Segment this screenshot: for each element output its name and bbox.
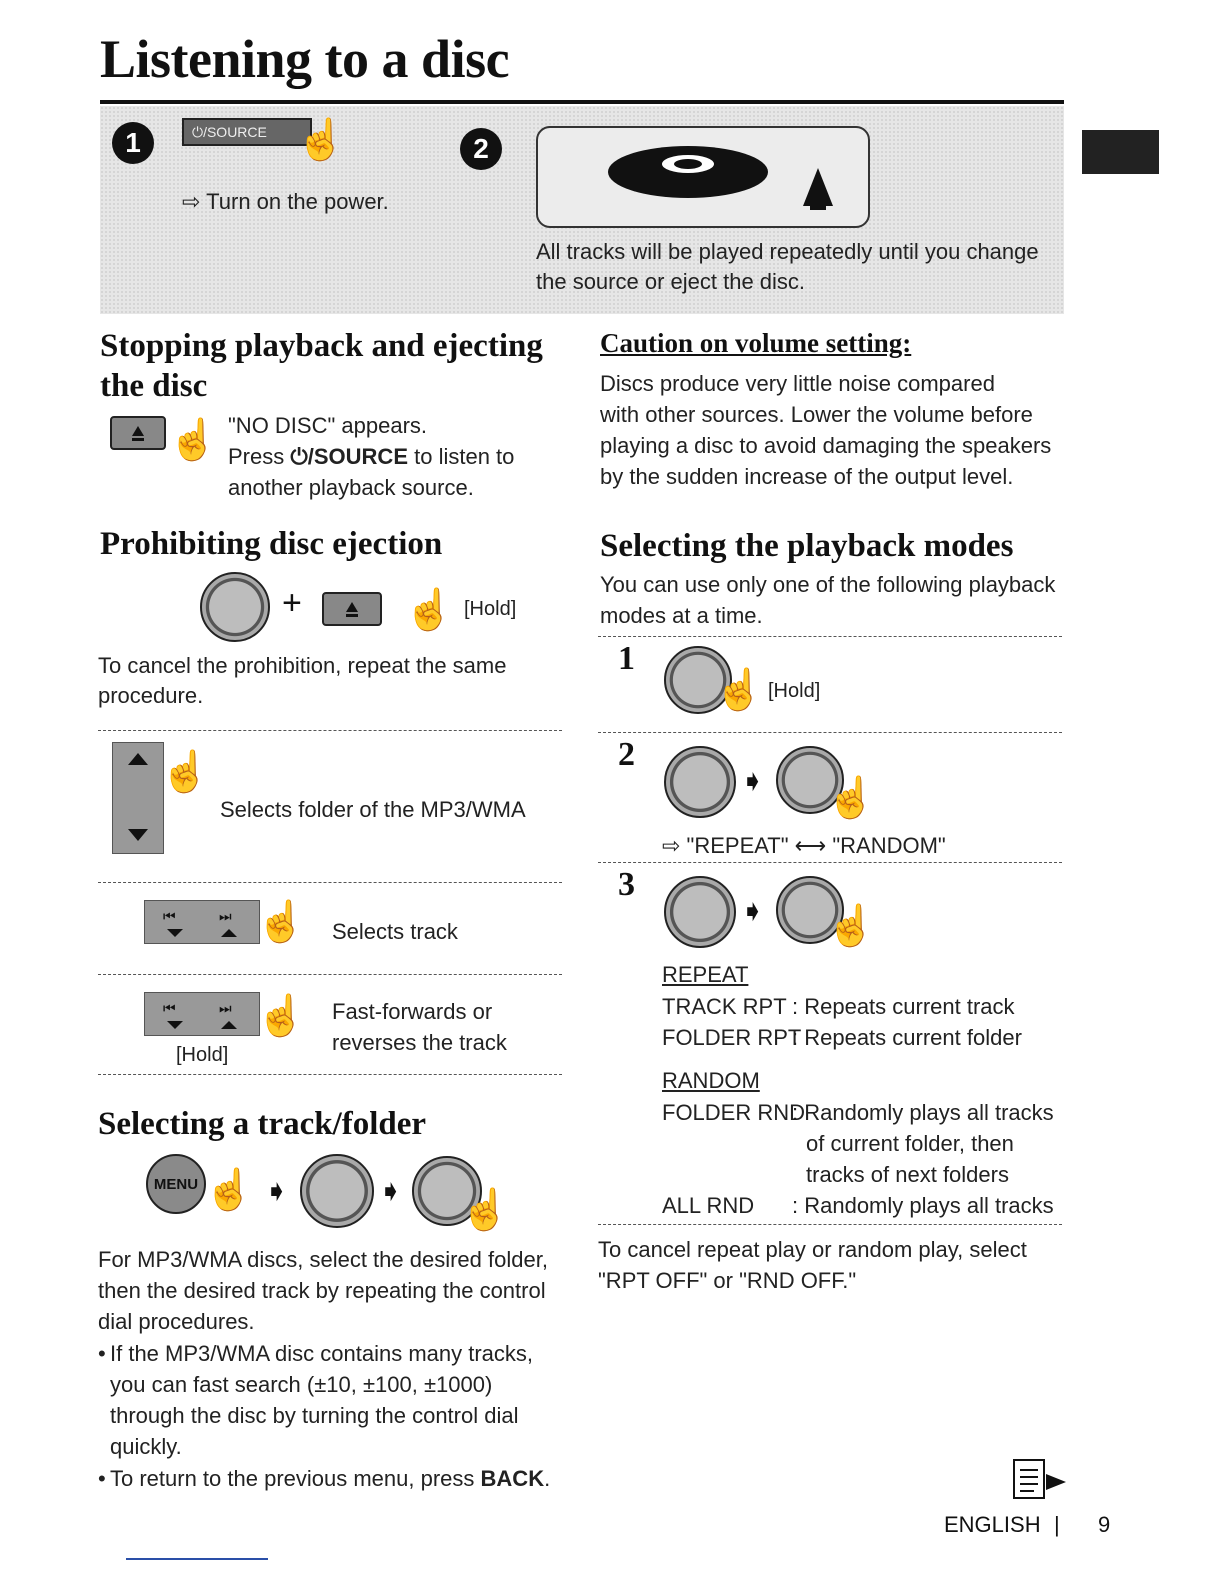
playback-intro-line2: modes at a time. [600, 603, 763, 628]
control-dial-turn[interactable] [300, 1154, 374, 1228]
pointing-hand-icon: ☝ [256, 994, 306, 1038]
folder-up-down-buttons[interactable] [112, 742, 164, 854]
caution-line3: playing a disc to avoid damaging the speakers [600, 433, 1052, 458]
track-skip-buttons[interactable] [144, 900, 260, 944]
page-number: 9 [1098, 1512, 1111, 1537]
divider [98, 730, 562, 731]
section-tab-marker [1082, 130, 1159, 174]
stopping-line2: Press ⏻/SOURCE to listen to [228, 444, 515, 469]
step-2-text-line2: the source or eject the disc. [536, 269, 806, 294]
pointing-hand-icon: ☝ [296, 118, 346, 162]
repeat-heading: REPEAT [662, 962, 749, 987]
prohibiting-heading: Prohibiting disc ejection [100, 526, 443, 562]
control-dial-turn[interactable] [664, 746, 736, 818]
arrow-right-icon: ➧ [740, 895, 766, 928]
all-rnd-label: ALL RND [662, 1193, 755, 1218]
cancel-line2: "RPT OFF" or "RND OFF." [598, 1268, 857, 1293]
stopping-line1: "NO DISC" appears. [228, 413, 428, 438]
prohibiting-text-line2: procedure. [98, 683, 204, 708]
divider [598, 862, 1062, 863]
menu-button[interactable]: MENU [146, 1154, 206, 1214]
selecting-para-line1: For MP3/WMA discs, select the desired folder, [98, 1247, 548, 1272]
eject-icon [324, 594, 380, 624]
folder-text: Selects folder of the MP3/WMA [220, 797, 526, 822]
folder-rpt-desc: : Repeats current folder [792, 1025, 1022, 1050]
track-rpt-label: TRACK RPT [662, 994, 787, 1019]
stopping-heading-line2: the disc [100, 368, 208, 404]
bullet1-line4: quickly. [110, 1434, 182, 1459]
divider [598, 1224, 1062, 1225]
step-2-text-line1: All tracks will be played repeatedly until you change [536, 239, 1039, 264]
fast-forward-buttons[interactable] [144, 992, 260, 1036]
track-text: Selects track [332, 919, 458, 944]
mode-step-1: 1 [618, 640, 635, 677]
bullet2-line: To return to the previous menu, press BACK. [110, 1466, 551, 1491]
step-1-badge: 1 [112, 122, 154, 164]
language-label: ENGLISH [944, 1512, 1041, 1537]
control-dial-turn[interactable] [664, 876, 736, 948]
caution-line4: by the sudden increase of the output level. [600, 464, 1014, 489]
arrow-right-icon: ➧ [740, 765, 766, 798]
divider [98, 974, 562, 975]
step-1-text: ⇨ Turn on the power. [182, 189, 389, 214]
bottom-rule [126, 1558, 268, 1560]
svg-text:⏭: ⏭ [219, 909, 232, 925]
page-title: Listening to a disc [100, 29, 510, 89]
divider [98, 882, 562, 883]
prohibiting-text-line1: To cancel the prohibition, repeat the same [98, 653, 507, 678]
folder-rnd-label: FOLDER RND [662, 1100, 806, 1125]
playback-modes-heading: Selecting the playback modes [600, 528, 1014, 564]
ff-hold-label: [Hold] [176, 1044, 229, 1066]
pointing-hand-icon: ☝ [168, 418, 218, 462]
pointing-hand-icon: ☝ [404, 588, 454, 632]
svg-text:⏮: ⏮ [163, 909, 176, 925]
bullet-dot: • [98, 1341, 106, 1366]
skip-arrows-icon [145, 901, 259, 943]
eject-button[interactable] [322, 592, 382, 626]
pointing-hand-icon: ☝ [826, 904, 876, 948]
pointing-hand-icon: ☝ [256, 900, 306, 944]
svg-text:⏮: ⏮ [163, 1001, 176, 1017]
bullet1-line2: you can fast search (±10, ±100, ±1000) [110, 1372, 493, 1397]
mode-hold-label: [Hold] [768, 680, 821, 702]
source-key-label: ⏻/SOURCE [290, 444, 408, 469]
up-down-arrows-icon [113, 743, 163, 853]
pointing-hand-icon: ☝ [460, 1188, 510, 1232]
divider [598, 732, 1062, 733]
pointing-hand-icon: ☝ [826, 776, 876, 820]
random-heading: RANDOM [662, 1068, 760, 1093]
mode-step-2: 2 [618, 736, 635, 773]
playback-intro-line1: You can use only one of the following playback [600, 572, 1056, 597]
footer-separator: | [1054, 1512, 1060, 1537]
ff-text-line1: Fast-forwards or [332, 999, 493, 1024]
skip-arrows-icon [145, 993, 259, 1035]
mode-step-2-text: ⇨ "REPEAT" ⟷ "RANDOM" [662, 833, 946, 858]
caution-heading: Caution on volume setting: [600, 328, 912, 358]
svg-text:⏭: ⏭ [219, 1001, 232, 1017]
eject-button[interactable] [110, 416, 166, 450]
mode-step-3: 3 [618, 866, 635, 903]
arrow-right-icon: ➧ [378, 1175, 404, 1208]
hold-label: [Hold] [464, 598, 517, 620]
arrow-right-icon: ➧ [264, 1175, 290, 1208]
bullet1-line3: through the disc by turning the control dial [110, 1403, 519, 1428]
folder-rnd-desc2: of current folder, then [806, 1131, 1014, 1156]
caution-line2: with other sources. Lower the volume before [600, 402, 1033, 427]
continued-document-icon [1010, 1456, 1080, 1511]
step-2-badge: 2 [460, 128, 502, 170]
title-divider [100, 100, 1064, 104]
pointing-hand-icon: ☝ [714, 668, 764, 712]
selecting-para-line2: then the desired track by repeating the control [98, 1278, 546, 1303]
folder-rpt-label: FOLDER RPT [662, 1025, 802, 1050]
eject-icon [112, 418, 164, 448]
folder-rnd-desc3: tracks of next folders [806, 1162, 1009, 1187]
folder-rnd-desc1: : Randomly plays all tracks [792, 1100, 1054, 1125]
all-rnd-desc: : Randomly plays all tracks [792, 1193, 1054, 1218]
selecting-para-line3: dial procedures. [98, 1309, 255, 1334]
selecting-track-heading: Selecting a track/folder [98, 1106, 427, 1142]
bullet1-line1: If the MP3/WMA disc contains many tracks, [110, 1341, 534, 1366]
source-button[interactable]: ⏻/SOURCE [182, 118, 312, 146]
stopping-heading-line1: Stopping playback and ejecting [100, 328, 543, 364]
divider [98, 1074, 562, 1075]
bullet-dot: • [98, 1466, 106, 1491]
pointing-hand-icon: ☝ [160, 750, 210, 794]
track-rpt-desc: : Repeats current track [792, 994, 1015, 1019]
divider [598, 636, 1062, 637]
control-dial[interactable] [200, 572, 270, 642]
cancel-line1: To cancel repeat play or random play, select [598, 1237, 1027, 1262]
caution-line1: Discs produce very little noise compared [600, 371, 995, 396]
plus-sign: + [282, 584, 302, 622]
pointing-hand-icon: ☝ [204, 1168, 254, 1212]
stopping-line3: another playback source. [228, 475, 474, 500]
ff-text-line2: reverses the track [332, 1030, 507, 1055]
disc-insert-icon [538, 128, 868, 226]
back-key-label: BACK [480, 1466, 545, 1491]
disc-slot-illustration [536, 126, 870, 228]
